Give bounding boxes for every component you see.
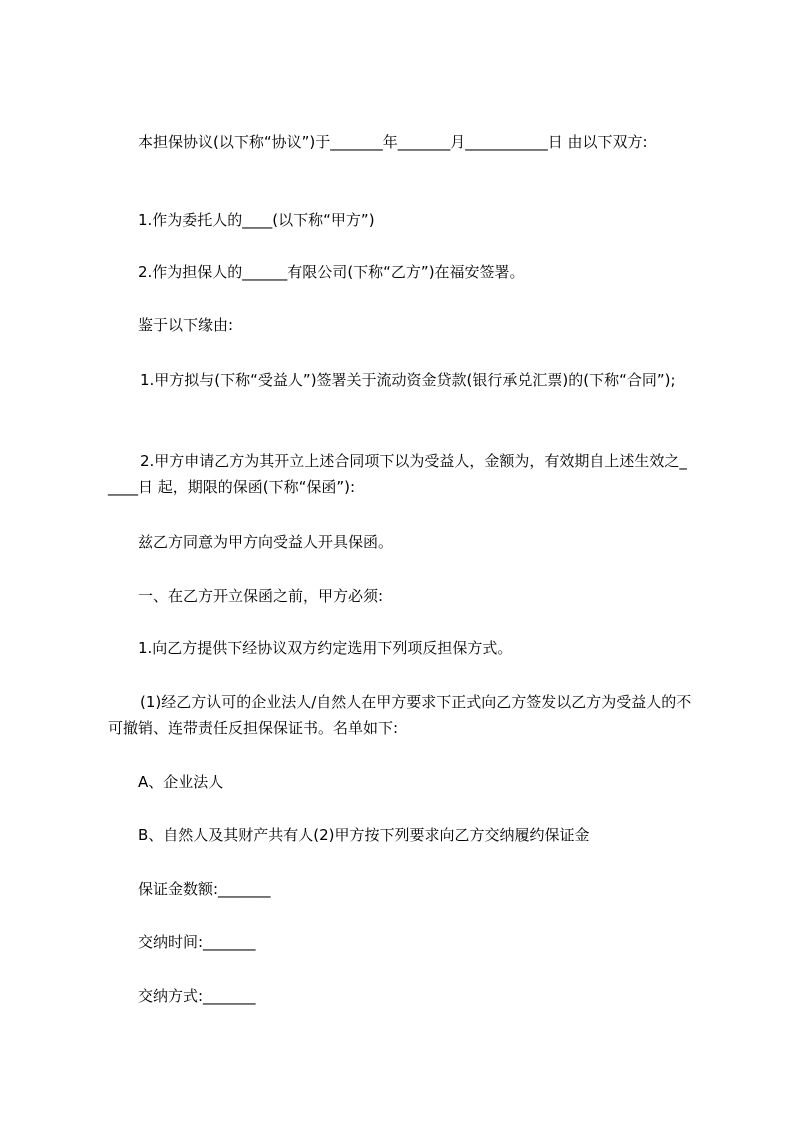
paragraph-intro: 本担保协议(以下称“协议”)于_______年_______月___________日 由以下双方: (138, 133, 648, 151)
paragraph-deposit-amount: 保证金数额:_______ (138, 880, 271, 898)
paragraph-party-a: 1.作为委托人的____(以下称“甲方”) (138, 211, 375, 229)
paragraph-party-b: 2.作为担保人的______有限公司(下称“乙方”)在福安签署。 (138, 263, 525, 281)
paragraph-whereas-1: 1.甲方拟与(下称“受益人”)签署关于流动资金贷款(银行承兑汇票)的(下称“合同”); (140, 371, 676, 389)
paragraph-whereas: 鉴于以下缘由: (138, 316, 234, 334)
paragraph-deposit-method: 交纳方式:_______ (138, 987, 256, 1005)
paragraph-section-1: 一、在乙方开立保函之前，甲方必须: (138, 587, 384, 605)
paragraph-whereas-2: 2.甲方申请乙方为其开立上述合同项下以为受益人，金额为，有效期自上述生效之_____日 起，期限的保函(下称“保函”): (108, 452, 687, 496)
paragraph-item-1: 1.向乙方提供下经协议双方约定选用下列项反担保方式。 (138, 639, 513, 657)
paragraph-item-b: B、自然人及其财产共有人(2)甲方按下列要求向乙方交纳履约保证金 (138, 826, 590, 844)
paragraph-item-1-1: (1)经乙方认可的企业法人/自然人在甲方要求下正式向乙方签发以乙方为受益人的不可撤销、连带责任反担保保证书。名单如下: (108, 693, 692, 737)
paragraph-agreement: 兹乙方同意为甲方向受益人开具保函。 (138, 533, 394, 551)
paragraph-item-a: A、企业法人 (138, 773, 224, 791)
paragraph-deposit-time: 交纳时间:_______ (138, 933, 256, 951)
